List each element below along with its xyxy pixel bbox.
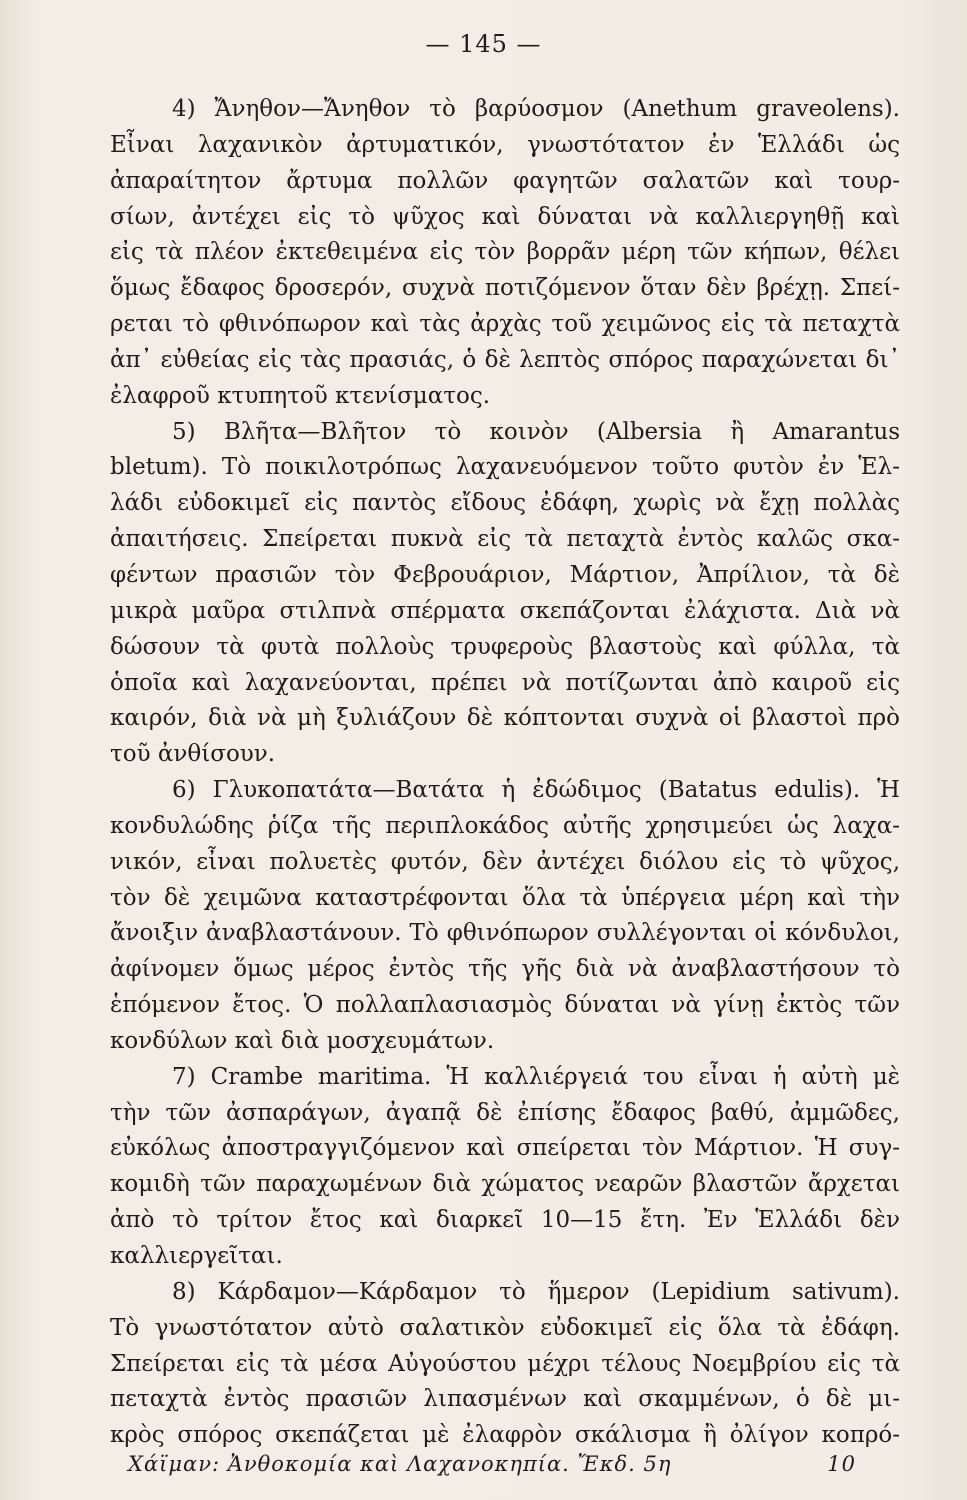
text-line: μικρὰ μαῦρα στιλπνὰ σπέρματα σκεπάζονται ἐλάχιστα. Διὰ νὰ — [110, 597, 900, 624]
footer-folio: 10 — [827, 1452, 856, 1476]
text-line: κομιδὴ τῶν παραχωμένων διὰ χώματος νεαρῶν βλαστῶν ἄρχεται — [110, 1171, 900, 1198]
text-line: ἑπόμενον ἔτος. Ὁ πολλαπλασιασμὸς δύναται νὰ γίνῃ ἐκτὸς τῶν — [110, 992, 900, 1019]
text-line: ἀπαιτήσεις. Σπείρεται πυκνὰ εἰς τὰ πεταχτὰ ἐντὸς καλῶς σκα- — [110, 526, 900, 553]
text-line: bletum). Τὸ ποικιλοτρόπως λαχανευόμενον τοῦτο φυτὸν ἐν Ἑλ- — [110, 454, 900, 481]
text-line: ἀπὸ τὸ τρίτον ἔτος καὶ διαρκεῖ 10—15 ἔτη. Ἐν Ἑλλάδι δὲν — [110, 1207, 900, 1234]
footer-signature-line — [128, 1452, 856, 1476]
text-line: καιρόν, διὰ νὰ μὴ ξυλιάζουν δὲ κόπτονται συχνὰ οἱ βλαστοὶ πρὸ — [110, 705, 900, 732]
text-line: εὐκόλως ἀποστραγγιζόμενον καὶ σπείρεται τὸν Μάρτιον. Ἡ συγ- — [110, 1135, 900, 1162]
text-line: κονδύλων καὶ διὰ μοσχευμάτων. — [110, 1027, 495, 1054]
text-line: ρεται τὸ φθινόπωρον καὶ τὰς ἀρχὰς τοῦ χειμῶνος εἰς τὰ πεταχτὰ — [110, 311, 900, 338]
text-line: 5) Βλῆτα—Βλῆτον τὸ κοινὸν (Albersia ἢ Amarantus — [172, 418, 900, 445]
footer-signature: Χάϊμαν: Ἀνθοκομία καὶ Λαχανοκηπία. Ἔκδ. 5η — [128, 1452, 672, 1476]
text-line: ἐλαφροῦ κτυπητοῦ κτενίσματος. — [110, 382, 491, 409]
text-line: κρὸς σπόρος σκεπάζεται μὲ ἐλαφρὸν σκάλισμα ἢ ὀλίγον κοπρό- — [110, 1422, 900, 1449]
text-line: 7) Crambe maritima. Ἡ καλλιέργειά του εἶναι ἡ αὐτὴ μὲ — [172, 1063, 900, 1090]
text-line: ἀπ᾽ εὐθείας εἰς τὰς πρασιάς, ὁ δὲ λεπτὸς σπόρος παραχώνεται δι᾽ — [110, 346, 900, 373]
text-line: Τὸ γνωστότατον αὐτὸ σαλατικὸν εὐδοκιμεῖ εἰς ὅλα τὰ ἐδάφη. — [110, 1314, 900, 1341]
text-line: πεταχτὰ ἐντὸς πρασιῶν λιπασμένων καὶ σκαμμένων, ὁ δὲ μι- — [110, 1386, 900, 1413]
text-line: εἰς τὰ πλέον ἐκτεθειμένα εἰς τὸν βορρᾶν μέρη τῶν κήπων, θέλει — [110, 239, 900, 266]
text-line: φέντων πρασιῶν τὸν Φεβρουάριον, Μάρτιον, Ἀπρίλιον, τὰ δὲ — [110, 561, 900, 588]
text-line: νικόν, εἶναι πολυετὲς φυτόν, δὲν ἀντέχει διόλου εἰς τὸ ψῦχος, — [110, 848, 900, 875]
text-line: Εἶναι λαχανικὸν ἀρτυματικόν, γνωστότατον ἐν Ἑλλάδι ὡς — [110, 131, 900, 158]
text-line: τὸν δὲ χειμῶνα καταστρέφονται ὅλα τὰ ὑπέργεια μέρη καὶ τὴν — [110, 884, 900, 911]
text-line: τὴν τῶν ἀσπαράγων, ἀγαπᾷ δὲ ἐπίσης ἔδαφος βαθύ, ἀμμῶδες, — [110, 1099, 900, 1126]
text-line: καλλιεργεῖται. — [110, 1243, 283, 1269]
text-line: ὅμως ἔδαφος δροσερόν, συχνὰ ποτιζόμενον ὅταν δὲν βρέχῃ. Σπεί- — [110, 275, 900, 302]
text-line: ἄνοιξιν ἀναβλαστάνουν. Τὸ φθινόπωρον συλλέγονται οἱ κόνδυλοι, — [110, 920, 900, 947]
text-line: τοῦ ἀνθίσουν. — [110, 741, 276, 768]
text-line: κονδυλώδης ῥίζα τῆς περιπλοκάδος αὐτῆς χρησιμεύει ὡς λαχα- — [110, 812, 900, 839]
text-line: 8) Κάρδαμον—Κάρδαμον τὸ ἥμερον (Lepidium sativum). — [172, 1278, 900, 1305]
page-number: — 145 — — [425, 30, 542, 58]
text-line: δώσουν τὰ φυτὰ πολλοὺς τρυφεροὺς βλαστοὺς καὶ φύλλα, τὰ — [110, 633, 900, 660]
text-line: ἀπαραίτητον ἄρτυμα πολλῶν φαγητῶν σαλατῶν καὶ τουρ- — [110, 167, 900, 194]
text-line: 6) Γλυκοπατάτα—Βατάτα ἡ ἐδώδιμος (Batatus edulis). Ἡ — [172, 777, 900, 804]
text-line: λάδι εὐδοκιμεῖ εἰς παντὸς εἴδους ἐδάφη, χωρὶς νὰ ἔχῃ πολλὰς — [110, 490, 900, 517]
text-line: 4) Ἄνηθον—Ἄνηθον τὸ βαρύοσμον (Anethum graveolens). — [172, 96, 900, 122]
text-line: ὁποῖα καὶ λαχανεύονται, πρέπει νὰ ποτίζωνται ἀπὸ καιροῦ εἰς — [110, 669, 900, 696]
text-line: ἀφίνομεν ὅμως μέρος ἐντὸς τῆς γῆς διὰ νὰ ἀναβλαστήσουν τὸ — [110, 956, 900, 983]
text-line: σίων, ἀντέχει εἰς τὸ ψῦχος καὶ δύναται νὰ καλλιεργηθῇ καὶ — [110, 203, 900, 230]
text-line: Σπείρεται εἰς τὰ μέσα Αὐγούστου μέχρι τέλους Νοεμβρίου εἰς τὰ — [110, 1350, 900, 1377]
text-body — [110, 92, 900, 1454]
